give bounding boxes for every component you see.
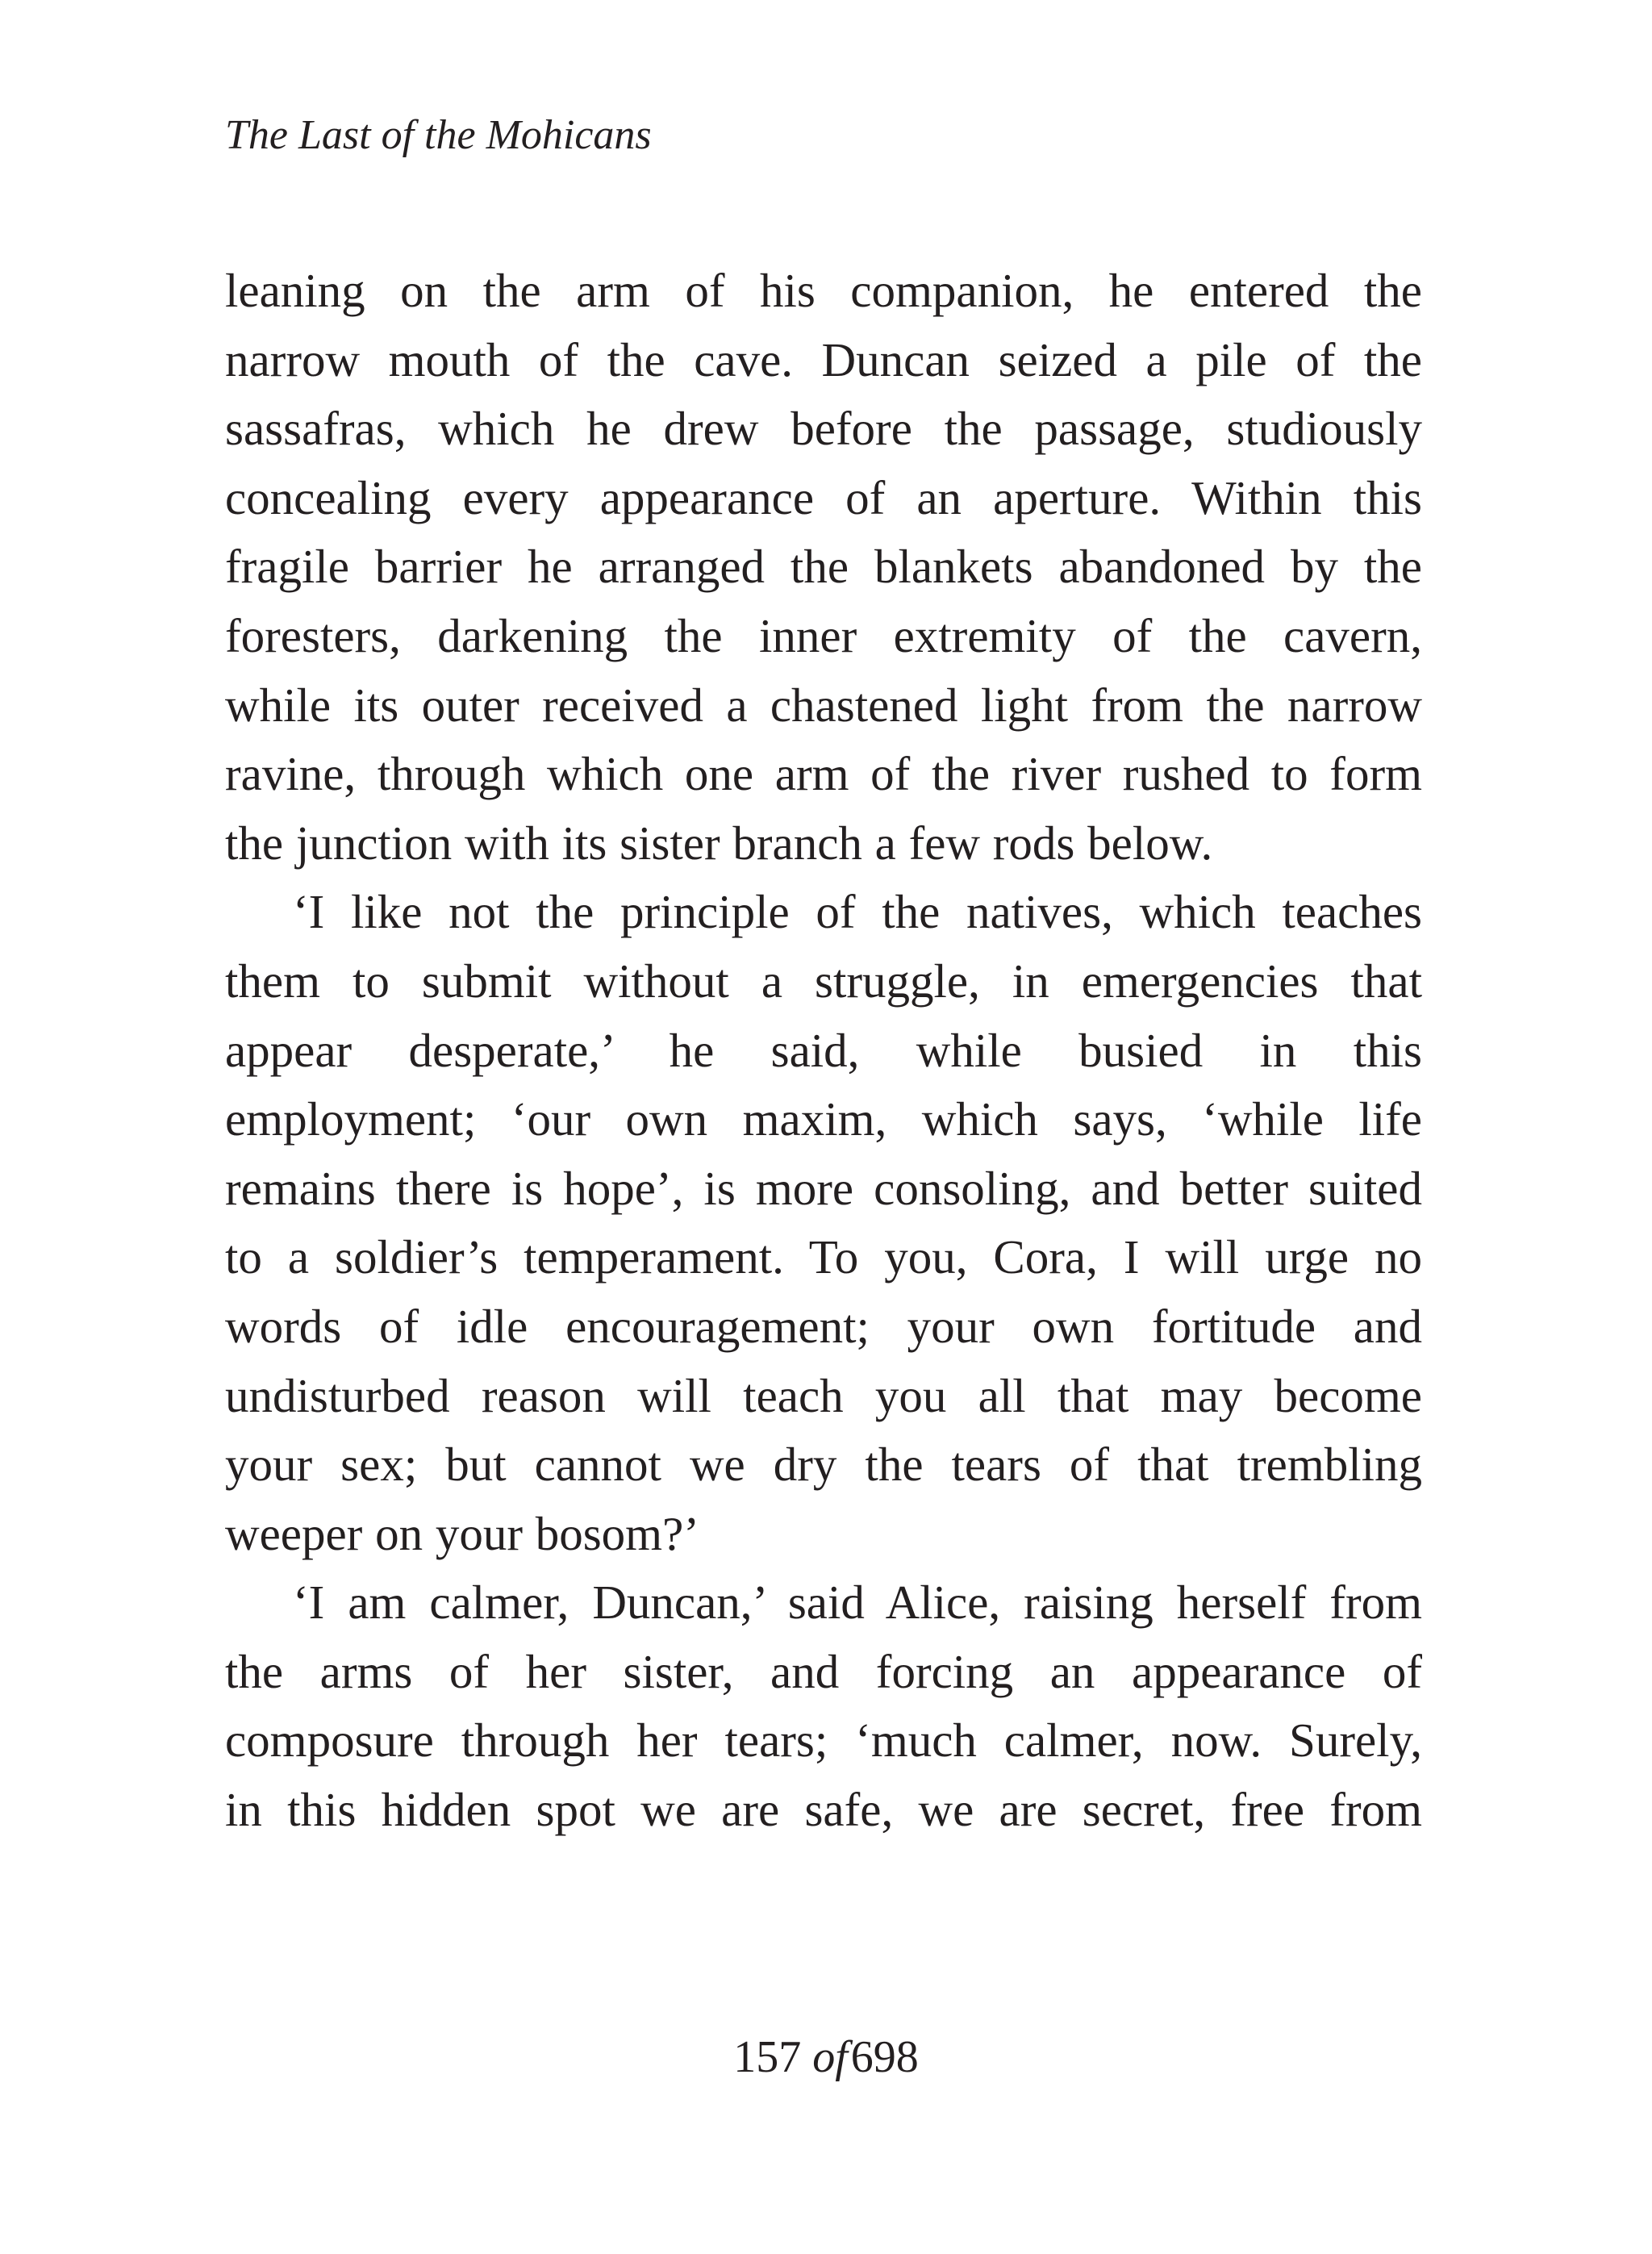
body-text (225, 257, 1422, 1845)
text-line: weeper on your bosom?’ (225, 1506, 699, 1560)
text-line: remains there is hope’, is more consoling, and better suited (225, 1161, 1422, 1215)
text-line: to a soldier’s temperament. To you, Cora, I will urge no (225, 1230, 1422, 1284)
page-number-footer (0, 2025, 1652, 2089)
text-line: words of idle encouragement; your own fortitude and (225, 1299, 1422, 1353)
text-line: foresters, darkening the inner extremity of the cavern, (225, 608, 1422, 662)
text-line: fragile barrier he arranged the blankets abandoned by the (225, 540, 1422, 594)
text-line: appear desperate,’ he said, while busied in this (225, 1023, 1422, 1077)
text-line: in this hidden spot we are safe, we are secret, free from (225, 1783, 1422, 1837)
text-line: the arms of her sister, and forcing an appearance of (225, 1644, 1422, 1698)
text-line: your sex; but cannot we dry the tears of that trembling (225, 1438, 1422, 1492)
text-line: ‘I like not the principle of the natives, which teaches (293, 885, 1422, 939)
text-line: narrow mouth of the cave. Duncan seized a pile of the (225, 332, 1422, 386)
text-line: undisturbed reason will teach you all that may become (225, 1368, 1422, 1422)
text-line: leaning on the arm of his companion, he entered the (225, 264, 1422, 317)
text-line: sassafras, which he drew before the passage, studiously (225, 402, 1422, 456)
total-pages: 698 (850, 2032, 919, 2082)
of-label: of (812, 2032, 848, 2082)
text-line: ravine, through which one arm of the river rushed to form (225, 747, 1422, 801)
text-line: while its outer received a chastened light from the narrow (225, 678, 1422, 732)
text-line: composure through her tears; ‘much calmer, now. Surely, (225, 1713, 1422, 1768)
current-page-number: 157 (733, 2032, 802, 2082)
text-line: the junction with its sister branch a few rods below. (225, 816, 1213, 870)
text-line: ‘I am calmer, Duncan,’ said Alice, raising herself from (293, 1576, 1422, 1630)
text-line: employment; ‘our own maxim, which says, ‘while life (225, 1092, 1422, 1146)
running-title: The Last of the Mohicans (225, 112, 652, 158)
text-line: them to submit without a struggle, in emergencies that (225, 954, 1422, 1008)
text-line: concealing every appearance of an aperture. Within this (225, 470, 1422, 524)
